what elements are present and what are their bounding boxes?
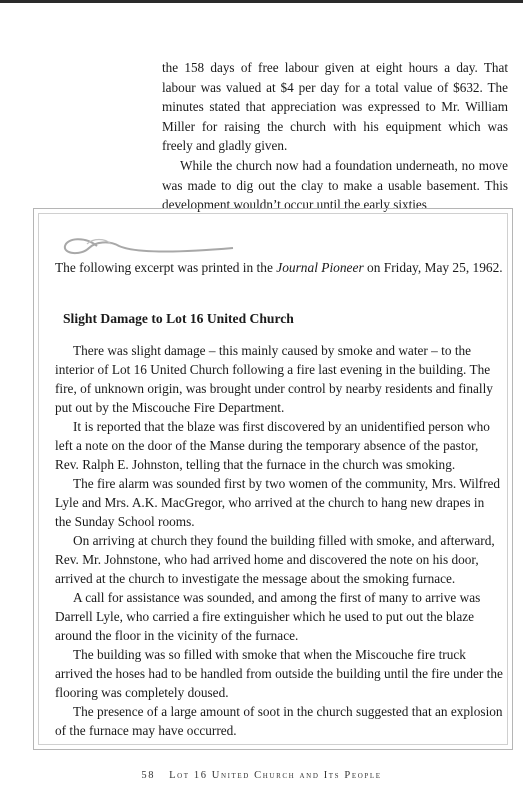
excerpt-sidebar — [33, 208, 513, 750]
article-paragraph: It is reported that the blaze was first discovered by an unidentified person who left a note on the door of the Manse during the temporary absence of the pastor, Rev. Ralph E. Johnston, telling that the furnace in the church was smoking. — [55, 419, 490, 472]
body-paragraph: While the church now had a foundation underneath, no move was made to dig out the clay to make a usable basement. This development wouldn’t occur until the early sixties — [162, 157, 508, 213]
article-paragraph: On arriving at church they found the building filled with smoke, and afterward, Rev. Mr. Johnstone, who had arrived home and discovered the note on his door, arrived at the church to investigate the message about the smoking furnace. — [55, 533, 495, 586]
page-number: 58 — [141, 770, 156, 781]
body-text — [162, 58, 508, 215]
article-paragraph: The building was so filled with smoke that when the Miscouche fire truck arrived the hoses had to be handled from outside the building until the fire under the flooring was completely doused. — [55, 647, 503, 700]
intro-text-start: The following excerpt was printed in the — [55, 260, 277, 275]
article-headline: Slight Damage to Lot 16 United Church — [63, 311, 294, 326]
intro-text-end: on Friday, May 25, 1962. — [363, 260, 503, 275]
body-paragraph: the 158 days of free labour given at eight hours a day. That labour was valued at $4 per day for a total value of $632. The minutes stated that appreciation was expressed to Mr. William Miller for raising the church with his equipment which was freely and gladly given. — [162, 60, 508, 154]
article-paragraph: There was slight damage – this mainly caused by smoke and water – to the interior of Lot 16 United Church following a fire last evening in the building. The fire, of unknown origin, was brought under control by nearby residents and finally put out by the Miscouche Fire Department. — [55, 343, 493, 415]
flourish-ornament-icon — [57, 232, 237, 258]
excerpt-intro — [55, 258, 505, 278]
article-paragraph: The fire alarm was sounded first by two women of the community, Mrs. Wilfred Lyle and Mrs. A.K. MacGregor, who arrived at the church to hang new drapes in the Sunday School rooms. — [55, 476, 501, 529]
article-paragraph: A call for assistance was sounded, and among the first of many to arrive was Darrell Lyle, who carried a fire extinguisher which he used to put out the blaze around the floor in the vicinity of the furnace. — [55, 590, 481, 643]
page-footer — [0, 770, 523, 781]
publication-name: Journal Pioneer — [276, 260, 364, 275]
page-top-rule — [0, 0, 523, 3]
sidebar-inner-border — [38, 213, 508, 745]
article-body — [55, 341, 503, 740]
article-paragraph: The presence of a large amount of soot in the church suggested that an explosion of the furnace may have occurred. — [55, 704, 503, 738]
running-title: Lot 16 United Church and Its People — [169, 770, 382, 781]
